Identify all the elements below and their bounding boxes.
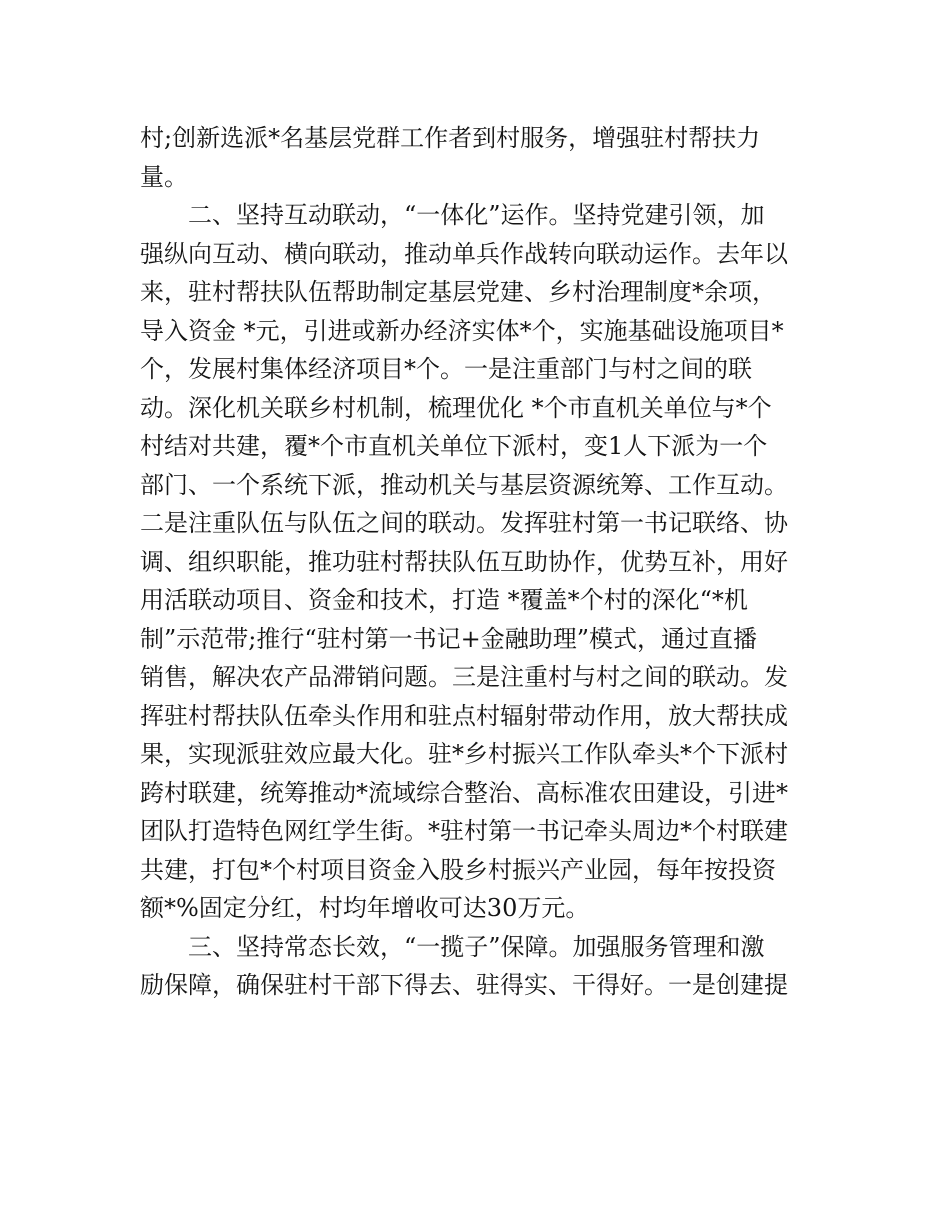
text-line: 跨村联建，统筹推动*流域综合整治、高标准农田建设，引进*: [140, 778, 788, 807]
text-line: 部门、一个系统下派，推动机关与基层资源统筹、工作互动。: [140, 470, 788, 499]
text-line: 励保障，确保驻村干部下得去、驻得实、干得好。一是创建提: [140, 971, 788, 999]
body-text: [140, 119, 820, 1005]
text-line: 导入资金 *元，引进或新办经济实体*个，实施基础设施项目*: [140, 316, 784, 345]
text-line: 销售，解决农产品滞销问题。三是注重村与村之间的联动。发: [140, 663, 788, 691]
text-line: 村结对共建，覆*个市直机关单位下派村，变1人下派为一个: [140, 432, 768, 460]
text-line: 果，实现派驻效应最大化。驻*乡村振兴工作队牵头*个下派村: [140, 740, 788, 768]
text-line: 动。深化机关联乡村机制，梳理优化 *个市直机关单位与*个: [140, 393, 772, 422]
section-heading-line: 二、坚持互动联动，“一体化”运作。坚持党建引领，加: [188, 201, 765, 229]
text-line: 额*%固定分红，村均年增收可达30万元。: [140, 894, 590, 922]
text-line: 团队打造特色网红学生街。*驻村第一书记牵头周边*个村联建: [140, 817, 788, 845]
text-line: 来，驻村帮扶队伍帮助制定基层党建、乡村治理制度*余项，: [140, 278, 776, 306]
text-line: 村;创新选派*名基层党群工作者到村服务，增强驻村帮扶力: [140, 124, 761, 152]
text-line: 挥驻村帮扶队伍牵头作用和驻点村辐射带动作用，放大帮扶成: [140, 701, 788, 730]
text-line: 用活联动项目、资金和技术，打造 *覆盖*个村的深化“*机: [140, 586, 748, 614]
text-line: 强纵向互动、横向联动，推动单兵作战转向联动运作。去年以: [140, 239, 788, 268]
text-line: 共建，打包*个村项目资金入股乡村振兴产业园，每年按投资: [140, 855, 776, 884]
text-line: 量。: [140, 162, 188, 191]
text-line: 二是注重队伍与队伍之间的联动。发挥驻村第一书记联络、协: [140, 509, 788, 537]
text-line: 个，发展村集体经济项目*个。一是注重部门与村之间的联: [140, 355, 752, 383]
text-line: 制”示范带;推行“驻村第一书记+金融助理”模式，通过直播: [140, 624, 758, 653]
section-heading-line: 三、坚持常态长效，“一揽子”保障。加强服务管理和激: [188, 932, 765, 961]
text-line: 调、组织职能，推功驻村帮扶队伍互助协作，优势互补，用好: [140, 547, 788, 576]
